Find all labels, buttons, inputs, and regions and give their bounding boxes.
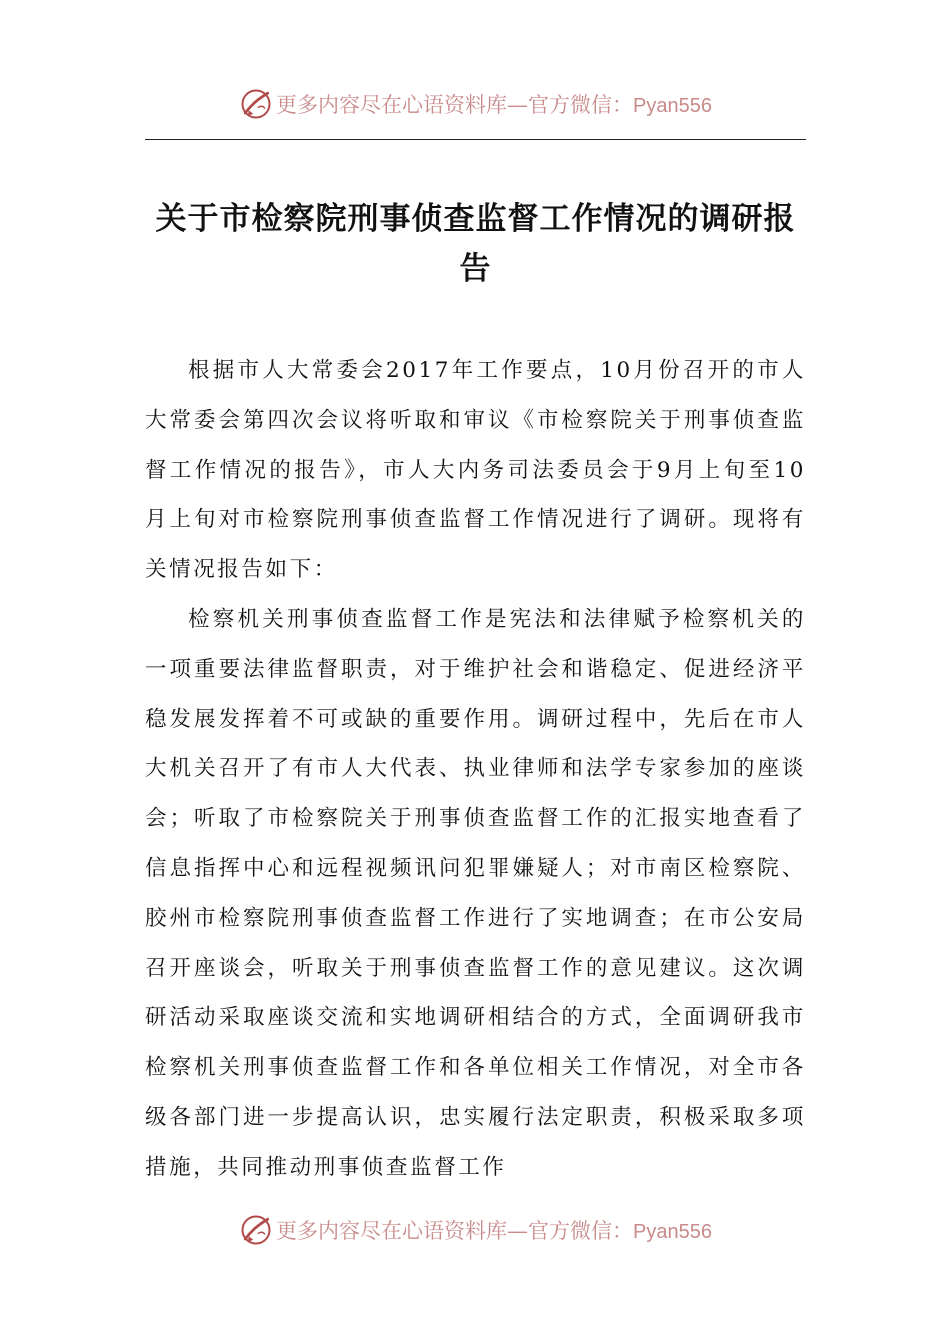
pen-logo-icon — [238, 86, 274, 122]
banner-label: 更多内容尽在心语资料库—官方微信： — [276, 93, 634, 117]
header-banner — [0, 84, 950, 124]
footer-banner — [0, 1210, 950, 1250]
document-body — [145, 346, 806, 1193]
header-divider — [145, 139, 806, 140]
paragraph-2: 检察机关刑事侦查监督工作是宪法和法律赋予检察机关的一项重要法律监督职责，对于维护社会和谐稳定、促进经济平稳发展发挥着不可或缺的重要作用。调研过程中，先后在市人大机关召开了有市人大代表、执业律师和法学专家参加的座谈会；听取了市检察院关于刑事侦查监督工作的汇报实地查看了信息指挥中心和远程视频讯问犯罪嫌疑人；对市南区检察院、胶州市检察院刑事侦查监督工作进行了实地调查；在市公安局召开座谈会，听取关于刑事侦查监督工作的意见建议。这次调研活动采取座谈交流和实地调研相结合的方式，全面调研我市检察机关刑事侦查监督工作和各单位相关工作情况，对全市各级各部门进一步提高认识，忠实履行法定职责，积极采取多项措施，共同推动刑事侦查监督工作 — [145, 606, 806, 1180]
banner-text — [276, 1215, 712, 1245]
banner-label: 更多内容尽在心语资料库—官方微信： — [276, 1219, 634, 1243]
document-title: 关于市检察院刑事侦查监督工作情况的调研报告 — [155, 201, 796, 287]
banner-text — [276, 89, 712, 119]
wechat-id: Pyan556 — [633, 1221, 712, 1243]
pen-logo-icon — [238, 1212, 274, 1248]
paragraph-1: 根据市人大常委会2017年工作要点，10月份召开的市人大常委会第四次会议将听取和审议《市检察院关于刑事侦查监督工作情况的报告》，市人大内务司法委员会于9月上旬至10月上旬对市检察院刑事侦查监督工作情况进行了调研。现将有关情况报告如下： — [145, 358, 806, 583]
wechat-id: Pyan556 — [633, 95, 712, 117]
